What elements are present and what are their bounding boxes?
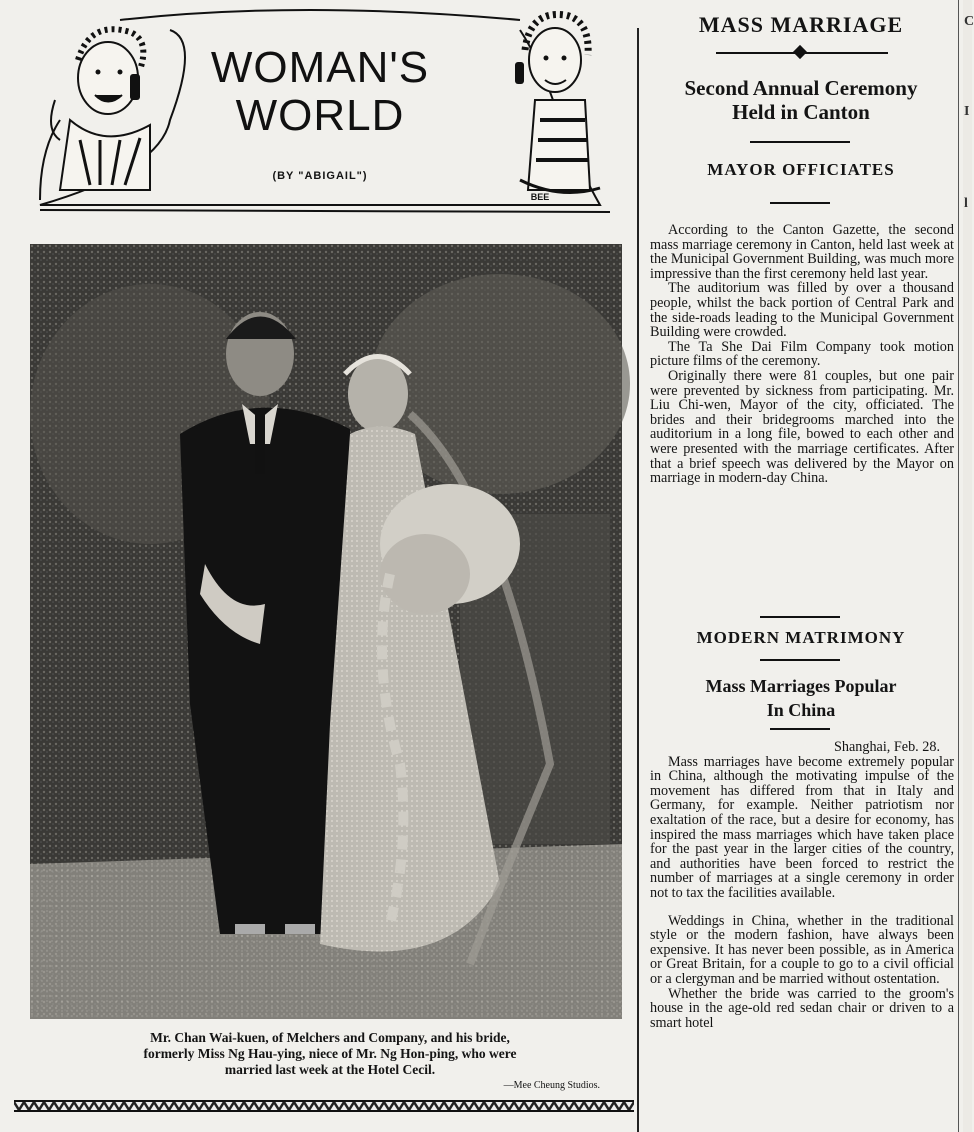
masthead-byline: (BY "ABIGAIL") <box>272 170 368 182</box>
section-rule <box>770 202 830 204</box>
wedding-photo-drawing <box>30 244 622 1019</box>
edge-fragment: I <box>964 104 970 119</box>
edge-fragment: l <box>964 196 968 211</box>
photo-credit: —Mee Cheung Studios. <box>503 1080 600 1091</box>
subhead-line: Mass Marriages Popular <box>705 676 897 696</box>
article1-body <box>650 223 954 486</box>
subhead-line: In China <box>766 700 836 720</box>
subhead-line: Second Annual Ceremony <box>684 76 918 100</box>
artist-signature: BEE <box>530 192 550 202</box>
caption-line: formerly Miss Ng Hau-ying, niece of Mr. Ng Hon-ping, who were <box>143 1046 517 1061</box>
article1-subhead <box>648 76 954 124</box>
paragraph: The Ta She Dai Film Company took motion picture films of the ceremony. <box>650 338 954 370</box>
ornamental-rule <box>14 1100 634 1112</box>
masthead <box>0 0 636 222</box>
paragraph: According to the Canton Gazette, the second mass marriage ceremony in Canton, held last week at the Municipal Government Building, was much more impressive than the first ceremony held last year. <box>650 222 954 282</box>
paragraph: Originally there were 81 couples, but one pair were prevented by sickness from participating. Mr. Liu Chi-wen, Mayor of the city, officiated. The brides and their bridegrooms marched into the auditorium in a long file, bowed to each other and were presented with the marriage certificates. After that a brief speech was delivered by the Mayor on marriage in modern-day China. <box>650 367 954 487</box>
paragraph: Mass marriages have become extremely popular in China, although the motivating impulse of the movement has differed from that in Italy and Germany, for example. Neither patriotism nor exaltation of the race, but a desire for economy, has inspired the mass marriages which have taken place for the past year in the larger cities of the country, and authorities have been forced to restrict the number of marriages at a single ceremony in order not to tax the facilities available. <box>650 753 954 901</box>
article-separator <box>760 616 840 618</box>
left-girl-drawing <box>51 29 150 190</box>
subhead-rule <box>750 141 850 143</box>
title-line-2: WORLD <box>235 91 405 140</box>
masthead-title <box>190 44 450 140</box>
paragraph: The auditorium was filled by over a thousand people, whilst the back portion of Central Park and the side-roads leading to the Municipal Government Building were crowded. <box>650 280 954 341</box>
paragraph: Whether the bride was carried to the groom's house in the age-old red sedan chair or driven to a smart hotel <box>650 985 954 1031</box>
adjacent-column-edge <box>963 0 972 1132</box>
article2-headline: MODERN MATRIMONY <box>696 628 906 647</box>
subhead-line: Held in Canton <box>732 100 870 124</box>
photo-caption <box>50 1030 610 1078</box>
caption-line: Mr. Chan Wai-kuen, of Melchers and Company, and his bride, <box>150 1030 510 1045</box>
title-line-1: WOMAN'S <box>210 43 430 92</box>
article1-section-head: MAYOR OFFICIATES <box>707 160 895 179</box>
column-divider <box>637 28 639 1132</box>
headline-rule <box>760 659 840 661</box>
right-column-divider <box>958 0 959 1132</box>
paragraph: Weddings in China, whether in the traditional style or the modern fashion, have always been expensive. It has never been possible, as in America or Great Britain, for a couple to go to a civil official or a clergyman and be married without ostentation. <box>650 912 954 987</box>
article2-body <box>650 740 954 1030</box>
article2-subhead <box>648 674 954 722</box>
wedding-photo <box>30 244 622 1019</box>
caption-line: married last week at the Hotel Cecil. <box>224 1062 436 1077</box>
article1-headline: MASS MARRIAGE <box>698 12 904 37</box>
edge-fragment: C <box>964 14 974 29</box>
subhead-rule <box>770 728 830 730</box>
dateline: Shanghai, Feb. 28. <box>833 739 940 755</box>
diamond-ornament <box>793 45 807 59</box>
right-girl-drawing <box>515 14 600 192</box>
